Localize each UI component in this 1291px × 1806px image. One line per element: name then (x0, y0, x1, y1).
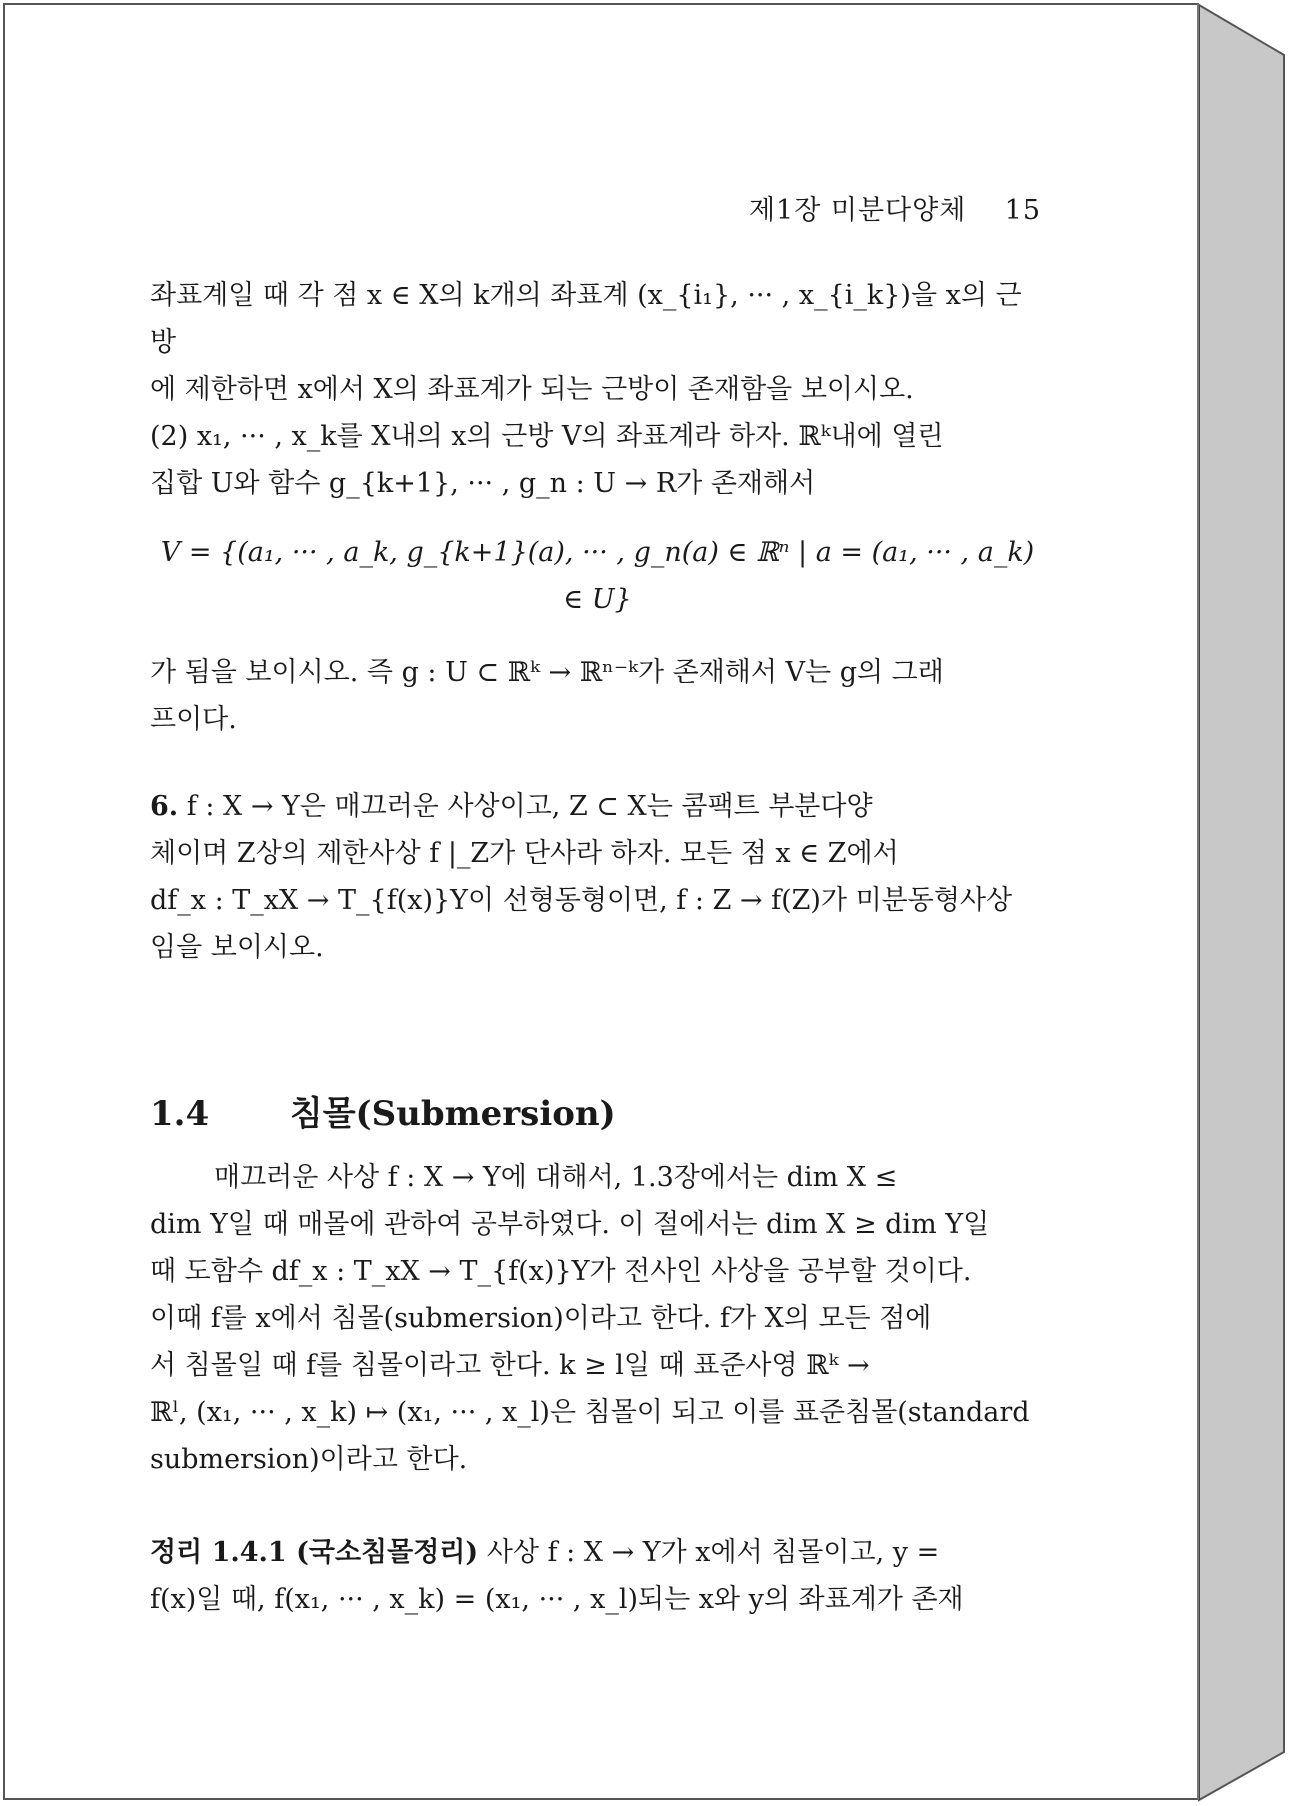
text-line: df_x : T_xX → T_{f(x)}Y이 선형동형이면, f : Z → f(Z)가 미분동형사상 (150, 885, 1013, 916)
page-number: 15 (1004, 195, 1041, 226)
exercise-label: 6. (150, 791, 179, 822)
section-body (150, 1154, 1045, 1483)
text-line: 때 도함수 df_x : T_xX → T_{f(x)}Y가 전사인 사상을 공부할 것이다. (150, 1256, 972, 1287)
text-line: submersion)이라고 한다. (150, 1444, 468, 1475)
text-line: dim Y일 때 매몰에 관하여 공부하였다. 이 절에서는 dim X ≥ dim Y일 (150, 1209, 990, 1240)
page-body (150, 180, 1045, 1623)
paragraph-coordinates (150, 272, 1045, 507)
text-line: 서 침몰일 때 f를 침몰이라고 한다. k ≥ l일 때 표준사영 ℝᵏ → (150, 1350, 870, 1381)
section-heading (150, 1091, 1045, 1138)
text-line: 체이며 Z상의 제한사상 f |_Z가 단사라 하자. 모든 점 x ∈ Z에서 (150, 838, 899, 869)
text-line: 프이다. (150, 704, 237, 735)
text-line (150, 1529, 1045, 1576)
text-line: 좌표계일 때 각 점 x ∈ X의 k개의 좌표계 (x_{i₁}, ··· , x_{i_k})을 x의 근방 (150, 280, 1022, 358)
section-title: 침몰(Submersion) (289, 1094, 616, 1134)
text-line: 이때 f를 x에서 침몰(submersion)이라고 한다. f가 X의 모든 점에 (150, 1303, 932, 1334)
text-line: (2) x₁, ··· , x_k를 X내의 x의 근방 V의 좌표계라 하자. ℝᵏ내에 열린 (150, 421, 944, 452)
chapter-title: 제1장 미분다양체 (748, 195, 967, 226)
section-number: 1.4 (150, 1094, 210, 1134)
text-line (150, 783, 1045, 830)
text-line: 임을 보이시오. (150, 932, 324, 963)
exercise-6 (150, 783, 1045, 971)
text-line: f(x)일 때, f(x₁, ··· , x_k) = (x₁, ··· , x_l)되는 x와 y의 좌표계가 존재 (150, 1584, 964, 1615)
paragraph-graph (150, 649, 1045, 743)
theorem-1-4-1 (150, 1529, 1045, 1623)
text-line: 가 됨을 보이시오. 즉 g : U ⊂ ℝᵏ → ℝⁿ⁻ᵏ가 존재해서 V는 g의 그래 (150, 657, 944, 688)
text-line: 에 제한하면 x에서 X의 좌표계가 되는 근방이 존재함을 보이시오. (150, 374, 914, 405)
text-line: 매끄러운 사상 f : X → Y에 대해서, 1.3장에서는 dim X ≤ (214, 1162, 898, 1193)
theorem-label: 정리 1.4.1 (국소침몰정리) (150, 1537, 479, 1568)
display-equation: V = {(a₁, ··· , a_k, g_{k+1}(a), ··· , g_n(a) ∈ ℝⁿ | a = (a₁, ··· , a_k) ∈ U} (160, 537, 1035, 615)
text-line: 집합 U와 함수 g_{k+1}, ··· , g_n : U → R가 존재해서 (150, 468, 816, 499)
theorem-text: 사상 f : X → Y가 x에서 침몰이고, y = (486, 1537, 940, 1568)
exercise-text: f : X → Y은 매끄러운 사상이고, Z ⊂ X는 콤팩트 부분다양 (186, 791, 873, 822)
text-line: ℝˡ, (x₁, ··· , x_k) ↦ (x₁, ··· , x_l)은 침몰이 되고 이를 표준침몰(standard (150, 1397, 1030, 1428)
